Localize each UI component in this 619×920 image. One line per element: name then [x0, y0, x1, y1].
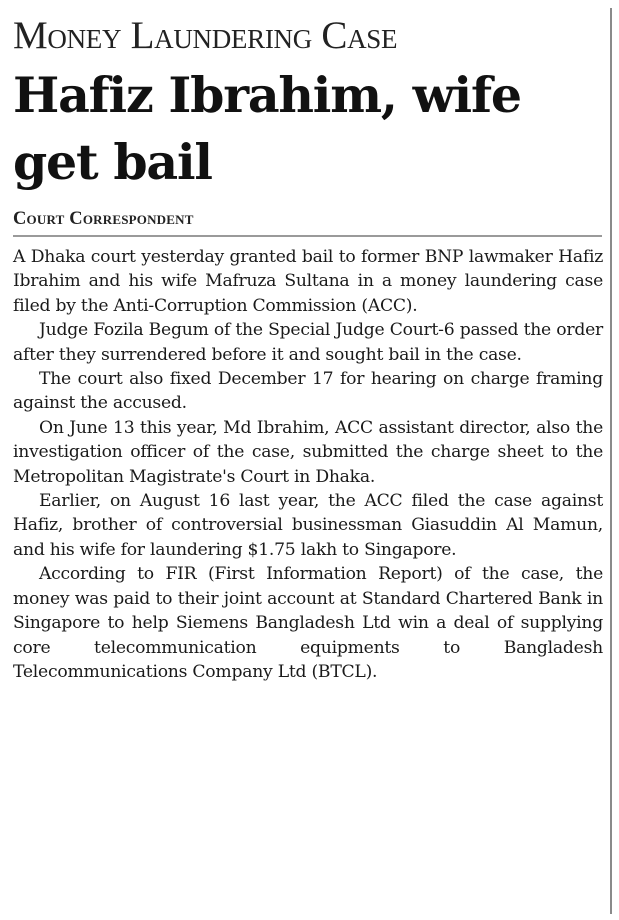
- article-paragraph: Judge Fozila Begum of the Special Judge Court-6 passed the order after they surrendered before it and sought bail in the case.: [13, 320, 603, 365]
- article-byline: Court Correspondent: [13, 209, 194, 229]
- article-paragraph: A Dhaka court yesterday granted bail to former BNP lawmaker Hafiz Ibrahim and his wife Mafruza Sultana in a money laundering case filed by the Anti-Corruption Commission (ACC).: [13, 247, 603, 316]
- news-article: [13, 14, 603, 684]
- article-body: [13, 245, 603, 684]
- article-headline: Hafiz Ibrahim, wife get bail: [13, 66, 521, 191]
- article-paragraph: Earlier, on August 16 last year, the ACC filed the case against Hafiz, brother of controversial businessman Giasuddin Al Mamun, and his wife for laundering $1.75 lakh to Singapore.: [13, 491, 603, 560]
- column-divider: [610, 8, 612, 914]
- article-paragraph: The court also fixed December 17 for hearing on charge framing against the accused.: [13, 369, 603, 414]
- article-kicker: Money Laundering Case: [13, 14, 398, 57]
- byline-divider: [13, 235, 602, 237]
- article-paragraph: According to FIR (First Information Report) of the case, the money was paid to their joint account at Standard Chartered Bank in Singapore to help Siemens Bangladesh Ltd win a deal of supplying core telecommunication equipments to Bangladesh Telecommunications Company Ltd (BTCL).: [13, 564, 603, 682]
- article-paragraph: On June 13 this year, Md Ibrahim, ACC assistant director, also the investigation officer of the case, submitted the charge sheet to the Metropolitan Magistrate's Court in Dhaka.: [13, 417, 603, 487]
